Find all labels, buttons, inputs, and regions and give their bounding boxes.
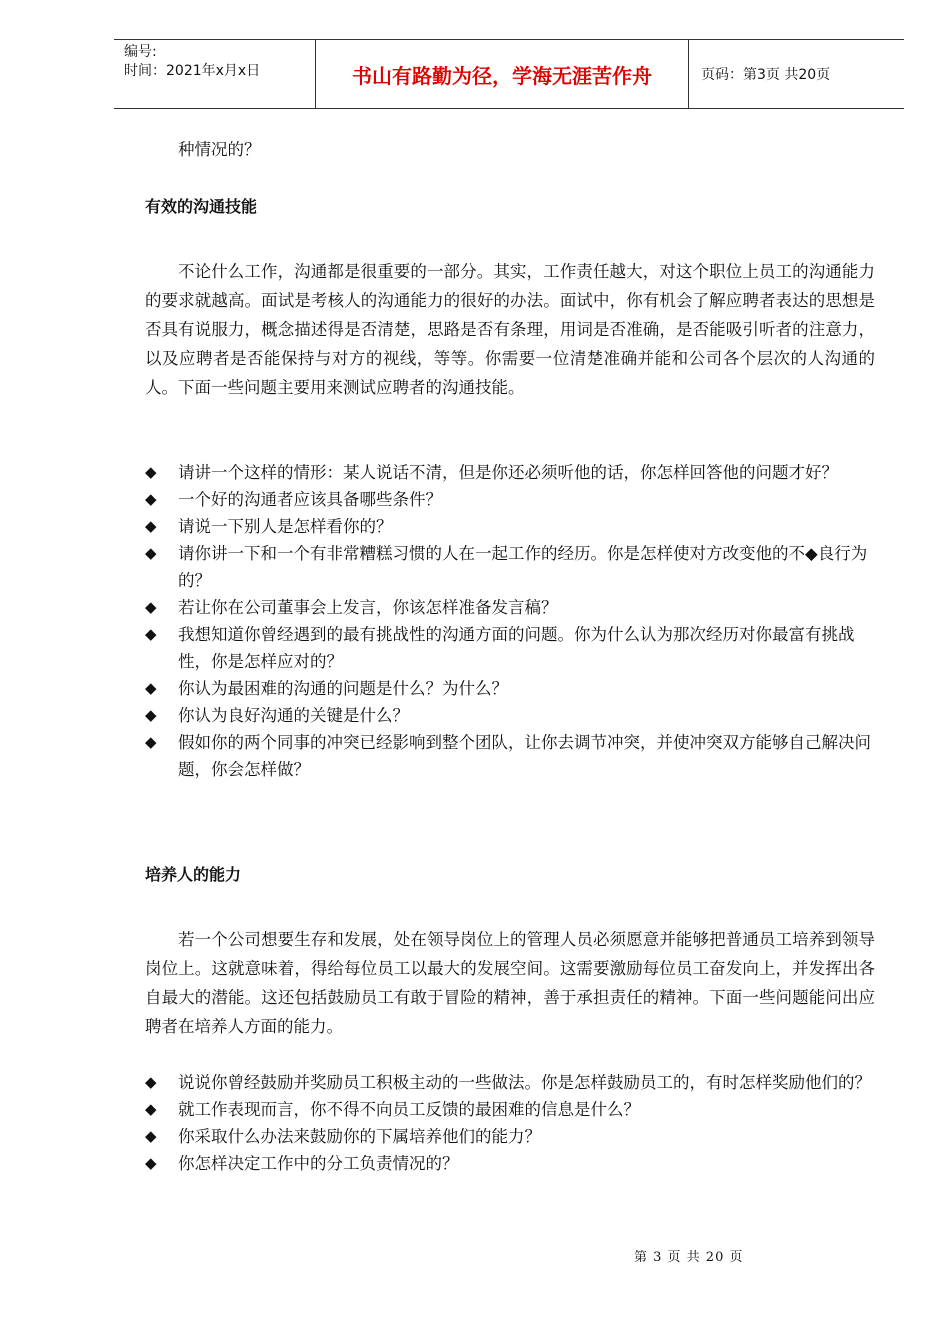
section1-heading: 有效的沟通技能 [145, 197, 258, 216]
list-item [145, 621, 875, 675]
header-meta [114, 40, 314, 108]
header-number-label: 编号: [124, 44, 157, 60]
diamond-bullet-icon: ◆ [145, 1127, 157, 1145]
diamond-bullet-icon: ◆ [145, 733, 157, 751]
list-item-text: 一个好的沟通者应该具备哪些条件？ [178, 490, 442, 509]
section2-paragraph [145, 925, 875, 1041]
diamond-bullet-icon: ◆ [145, 1073, 157, 1091]
list-item [145, 1069, 875, 1096]
list-item [145, 459, 875, 486]
diamond-bullet-icon: ◆ [145, 706, 157, 724]
section2-heading: 培养人的能力 [145, 865, 242, 884]
list-item-text: 假如你的两个同事的冲突已经影响到整个团队，让你去调节冲突，并使冲突双方能够自己解决问题，你会怎样做？ [178, 733, 871, 779]
list-item [145, 675, 875, 702]
section1-bullet-list [145, 459, 875, 783]
list-item [145, 702, 875, 729]
list-item-text: 你采取什么办法来鼓励你的下属培养他们的能力？ [178, 1127, 541, 1146]
continuation-text: 种情况的？ [178, 140, 261, 159]
diamond-bullet-icon: ◆ [145, 625, 157, 643]
diamond-bullet-icon: ◆ [145, 544, 157, 562]
list-item-text: 你认为良好沟通的关键是什么？ [178, 706, 409, 725]
list-item [145, 1096, 875, 1123]
list-item-text: 你认为最困难的沟通的问题是什么？为什么？ [178, 679, 508, 698]
list-item-text: 你怎样决定工作中的分工负责情况的？ [178, 1154, 459, 1173]
list-item-text: 若让你在公司董事会上发言，你该怎样准备发言稿？ [178, 598, 558, 617]
diamond-bullet-icon: ◆ [145, 517, 157, 535]
list-item-text: 说说你曾经鼓励并奖励员工积极主动的一些做法。你是怎样鼓励员工的，有时怎样奖励他们的？ [178, 1073, 871, 1092]
list-item-text: 请讲一个这样的情形：某人说话不清，但是你还必须听他的话，你怎样回答他的问题才好？ [178, 463, 838, 482]
diamond-bullet-icon: ◆ [145, 1154, 157, 1172]
section1-paragraph-text: 不论什么工作，沟通都是很重要的一部分。其实，工作责任越大，对这个职位上员工的沟通能力的要求就越高。面试是考核人的沟通能力的很好的办法。面试中，你有机会了解应聘者表达的思想是否具有说服力，概念描述得是否清楚，思路是否有条理，用词是否准确，是否能吸引听者的注意力，以及应聘者是否能保持与对方的视线，等等。你需要一位清楚准确并能和公司各个层次的人沟通的人。下面一些问题主要用来测试应聘者的沟通技能。 [145, 262, 875, 397]
list-item [145, 594, 875, 621]
list-item-text: 请说一下别人是怎样看你的？ [178, 517, 393, 536]
diamond-bullet-icon: ◆ [145, 679, 157, 697]
section2-bullet-list [145, 1069, 875, 1177]
header-motto: 书山有路勤为径，学海无涯苦作舟 [315, 40, 689, 108]
page-footer: 第 3 页 共 20 页 [634, 1250, 744, 1265]
section1-paragraph [145, 257, 875, 402]
header-page-label: 页码：第3页 共20页 [701, 67, 831, 83]
list-item [145, 540, 875, 594]
diamond-bullet-icon: ◆ [145, 490, 157, 508]
header-time-label: 时间：2021年x月x日 [124, 63, 261, 79]
list-item [145, 729, 875, 783]
diamond-bullet-icon: ◆ [145, 1100, 157, 1118]
section2-paragraph-text: 若一个公司想要生存和发展，处在领导岗位上的管理人员必须愿意并能够把普通员工培养到领导岗位上。这就意味着，得给每位员工以最大的发展空间。这需要激励每位员工奋发向上，并发挥出各自最大的潜能。这还包括鼓励员工有敢于冒险的精神，善于承担责任的精神。下面一些问题能问出应聘者在培养人方面的能力。 [145, 930, 875, 1036]
page-header [114, 39, 904, 109]
list-item [145, 1123, 875, 1150]
list-item-text: 就工作表现而言，你不得不向员工反馈的最困难的信息是什么？ [178, 1100, 640, 1119]
diamond-bullet-icon: ◆ [145, 598, 157, 616]
list-item [145, 486, 875, 513]
list-item-text: 请你讲一下和一个有非常糟糕习惯的人在一起工作的经历。你是怎样使对方改变他的不◆良行为的？ [178, 544, 868, 590]
list-item [145, 1150, 875, 1177]
list-item-text: 我想知道你曾经遇到的最有挑战性的沟通方面的问题。你为什么认为那次经历对你最富有挑战性，你是怎样应对的？ [178, 625, 855, 671]
diamond-bullet-icon: ◆ [145, 463, 157, 481]
list-item [145, 513, 875, 540]
